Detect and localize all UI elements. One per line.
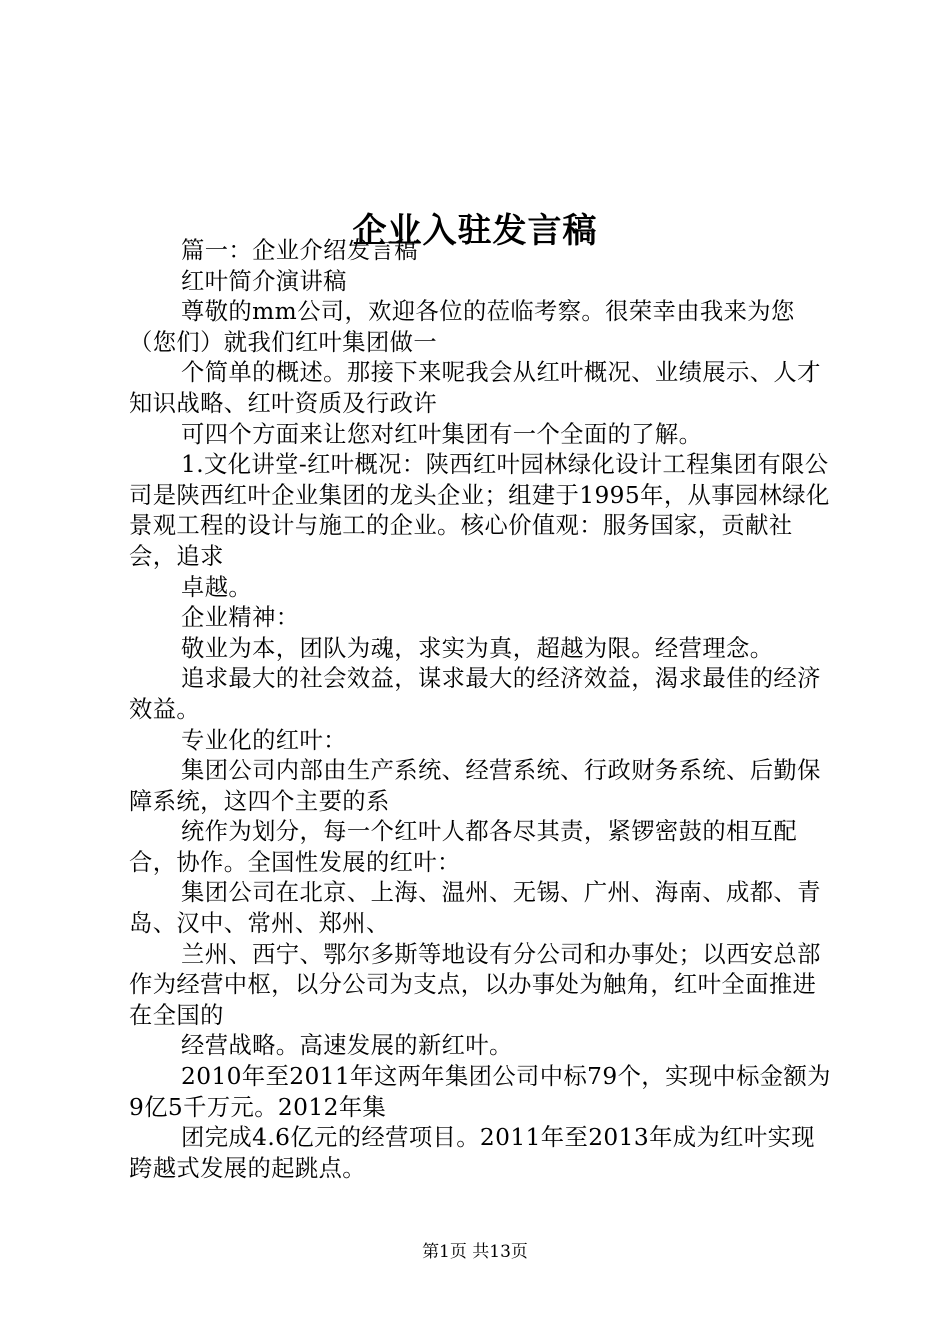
paragraph: 篇一：企业介绍发言稿 xyxy=(181,237,418,264)
paragraph: 可四个方面来让您对红叶集团有一个全面的了解。 xyxy=(181,420,703,448)
paragraph: 统作为划分，每一个红叶人都各尽其责，紧锣密鼓的相互配合，协作。全国性发展的红叶： xyxy=(129,818,798,876)
document-title: 企业入驻发言稿 xyxy=(352,210,598,251)
page-footer: 第1页 共13页 xyxy=(422,1242,528,1262)
paragraph: 追求最大的社会效益，谋求最大的经济效益，渴求最佳的经济效益。 xyxy=(129,665,821,723)
paragraph: 1.文化讲堂-红叶概况：陕西红叶园林绿化设计工程集团有限公司是陕西红叶企业集团的龙头企业；组建于1995年，从事园林绿化景观工程的设计与施工的企业。核心价值观：服务国家，贡献社会，追求 xyxy=(129,451,830,570)
paragraph: 专业化的红叶： xyxy=(181,726,347,754)
paragraph: 集团公司在北京、上海、温州、无锡、广州、海南、成都、青岛、汉中、常州、郑州、 xyxy=(129,879,821,938)
paragraph: 团完成4.6亿元的经营项目。2011年至2013年成为红叶实现跨越式发展的起跳点。 xyxy=(129,1124,815,1182)
paragraph: 2010年至2011年这两年集团公司中标79个，实现中标金额为9亿5千万元。2012年集 xyxy=(129,1063,831,1121)
paragraph: 集团公司内部由生产系统、经营系统、行政财务系统、后勤保障系统，这四个主要的系 xyxy=(129,757,821,815)
paragraph: 尊敬的mm公司，欢迎各位的莅临考察。很荣幸由我来为您（您们）就我们红叶集团做一 xyxy=(129,298,795,356)
paragraph: 卓越。 xyxy=(181,573,253,601)
paragraph: 兰州、西宁、鄂尔多斯等地设有分公司和办事处；以西安总部作为经营中枢，以分公司为支点，以办事处为触角，红叶全面推进在全国的 xyxy=(129,940,821,1029)
paragraph: 个简单的概述。那接下来呢我会从红叶概况、业绩展示、人才知识战略、红叶资质及行政许 xyxy=(129,359,821,417)
paragraph: 敬业为本，团队为魂，求实为真，超越为限。经营理念。 xyxy=(181,634,774,662)
document-body xyxy=(129,236,834,1184)
paragraph: 企业精神： xyxy=(181,604,300,632)
paragraph: 红叶简介演讲稿 xyxy=(181,267,347,295)
paragraph: 经营战略。高速发展的新红叶。 xyxy=(181,1032,513,1060)
